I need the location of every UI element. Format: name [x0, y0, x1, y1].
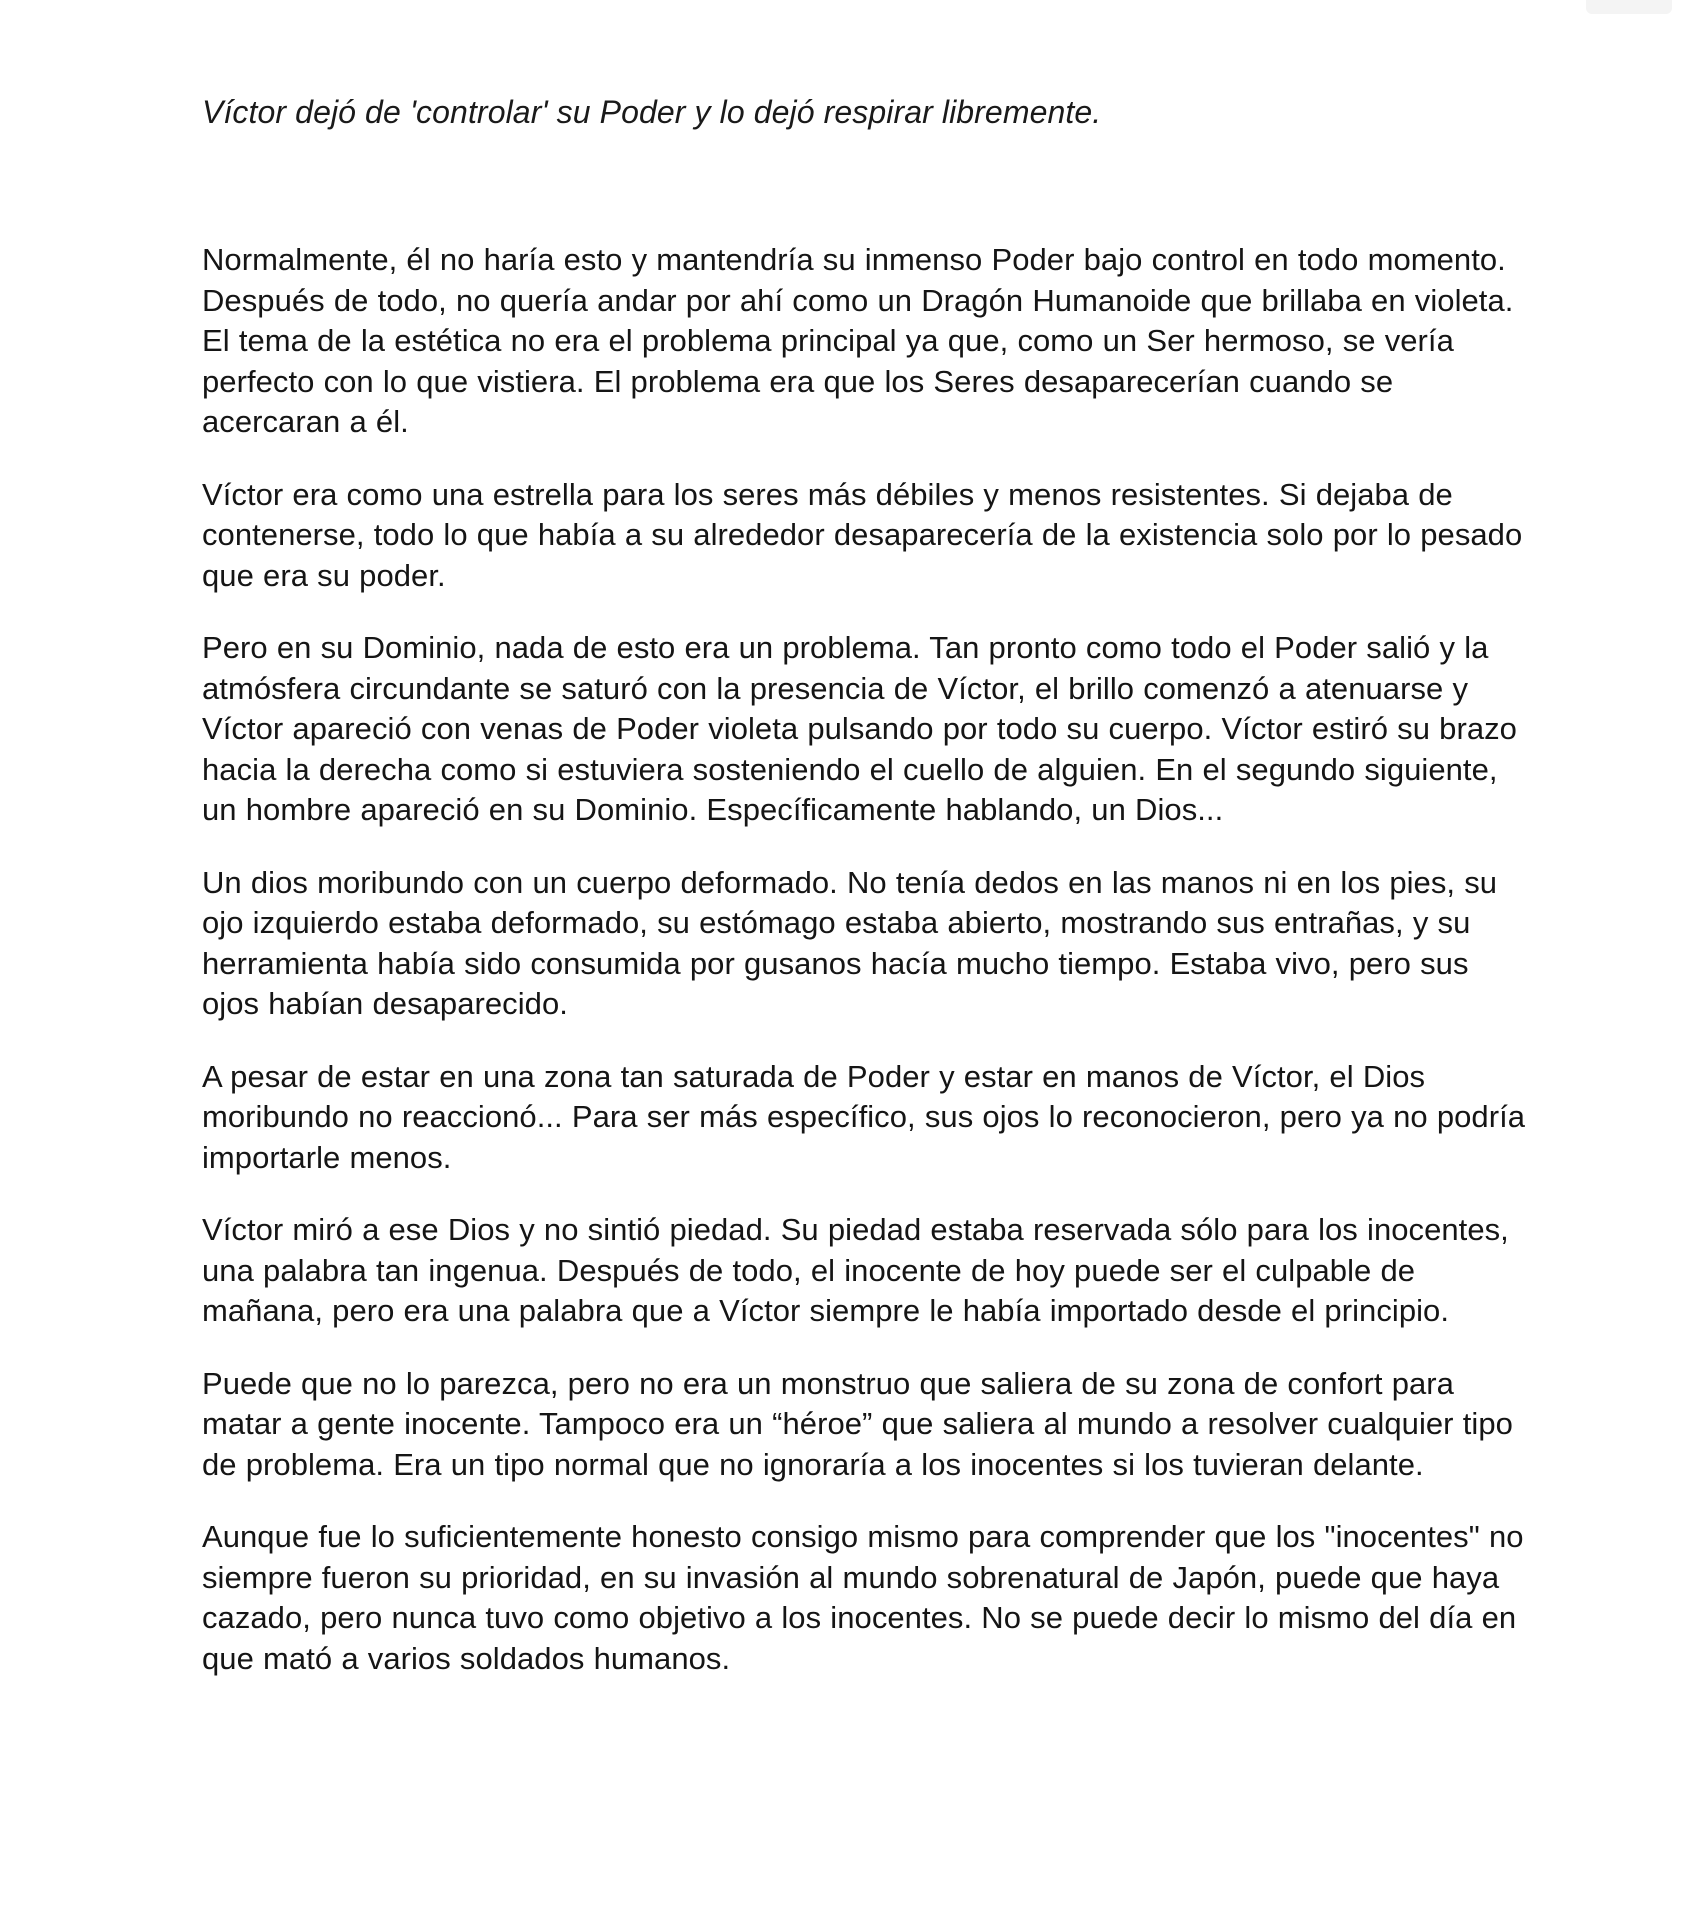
- paragraph-4: Un dios moribundo con un cuerpo deformado. No tenía dedos en las manos ni en los pies, su ojo izquierdo estaba deformado, su estómago estaba abierto, mostrando sus entrañas, y su herramienta había sido consumida por gusanos hacía mucho tiempo. Estaba vivo, pero sus ojos habían desaparecido.: [202, 864, 1498, 1021]
- paragraph-1: Normalmente, él no haría esto y mantendría su inmenso Poder bajo control en todo momento. Después de todo, no quería andar por ahí como un Dragón Humanoide que brillaba en violeta. El tema de la estética no era el problema principal ya que, como un Ser hermoso, se vería perfecto con lo que vistiera. El problema era que los Seres desaparecerían cuando se acercaran a él.: [202, 242, 1514, 439]
- paragraph-2: Víctor era como una estrella para los seres más débiles y menos resistentes. Si dejaba de contenerse, todo lo que había a su alrededor desaparecería de la existencia solo por lo pesado que era su poder.: [202, 476, 1523, 593]
- paragraph-6: Víctor miró a ese Dios y no sintió piedad. Su piedad estaba reservada sólo para los inocentes, una palabra tan ingenua. Después de todo, el inocente de hoy puede ser el culpable de mañana, pero era una palabra que a Víctor siempre le había importado desde el principio.: [202, 1212, 1509, 1328]
- paragraph-5: A pesar de estar en una zona tan saturada de Poder y estar en manos de Víctor, el Dios moribundo no reaccionó... Para ser más específico, sus ojos lo reconocieron, pero ya no podría importarle menos.: [202, 1058, 1526, 1175]
- page-corner-mark: [1586, 0, 1672, 14]
- intro-line: Víctor dejó de 'controlar' su Poder y lo dejó respirar libremente.: [202, 94, 1102, 130]
- body-text: [202, 240, 1532, 1679]
- paragraph-7: Puede que no lo parezca, pero no era un monstruo que saliera de su zona de confort para matar a gente inocente. Tampoco era un “héroe” que saliera al mundo a resolver cualquier tipo de problema. Era un tipo normal que no ignoraría a los inocentes si los tuvieran delante.: [202, 1365, 1513, 1482]
- paragraph-8: Aunque fue lo suficientemente honesto consigo mismo para comprender que los "inocentes" no siempre fueron su prioridad, en su invasión al mundo sobrenatural de Japón, puede que haya cazado, pero nunca tuvo como objetivo a los inocentes. No se puede decir lo mismo del día en que mató a varios soldados humanos.: [202, 1519, 1524, 1676]
- document-content: [202, 92, 1532, 1679]
- paragraph-3: Pero en su Dominio, nada de esto era un problema. Tan pronto como todo el Poder salió y la atmósfera circundante se saturó con la presencia de Víctor, el brillo comenzó a atenuarse y Víctor apareció con venas de Poder violeta pulsando por todo su cuerpo. Víctor estiró su brazo hacia la derecha como si estuviera sosteniendo el cuello de alguien. En el segundo siguiente, un hombre apareció en su Dominio. Específicamente hablando, un Dios...: [202, 630, 1517, 827]
